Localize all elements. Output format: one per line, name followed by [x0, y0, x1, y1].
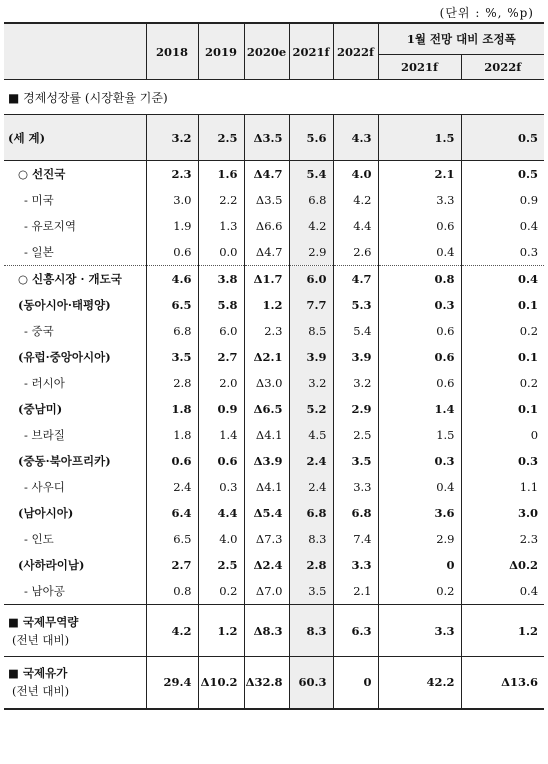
row-value: 7.4 — [333, 526, 378, 552]
header-year-2022: 2022f — [333, 23, 378, 80]
table-row — [4, 526, 544, 552]
row-value: 3.9 — [333, 344, 378, 370]
row-value: Δ1.7 — [244, 266, 289, 293]
trade-2018: 4.2 — [146, 605, 198, 657]
row-value: 7.7 — [289, 292, 333, 318]
row-value: 5.4 — [289, 161, 333, 188]
row-value: Δ3.0 — [244, 370, 289, 396]
row-value: 3.2 — [146, 115, 198, 161]
oil-2022: 0 — [333, 657, 378, 709]
row-value: 0.2 — [378, 578, 461, 605]
row-value: Δ4.7 — [244, 161, 289, 188]
row-value: 0.3 — [378, 448, 461, 474]
trade-rev-2021: 3.3 — [378, 605, 461, 657]
row-value: 0.3 — [461, 239, 544, 266]
row-value: 5.2 — [289, 396, 333, 422]
row-value: 6.8 — [333, 500, 378, 526]
row-value: 3.5 — [146, 344, 198, 370]
row-value: 2.7 — [198, 344, 244, 370]
row-value: 4.6 — [146, 266, 198, 293]
row-value: 2.3 — [461, 526, 544, 552]
row-value: 3.3 — [333, 552, 378, 578]
row-value: 0.6 — [378, 213, 461, 239]
row-value: 3.3 — [333, 474, 378, 500]
row-value: 1.2 — [244, 292, 289, 318]
table-row — [4, 115, 544, 161]
row-value: 0.1 — [461, 396, 544, 422]
oil-2021: 60.3 — [289, 657, 333, 709]
row-value: 0.4 — [461, 213, 544, 239]
row-value: 6.0 — [289, 266, 333, 293]
row-value: 0.9 — [461, 187, 544, 213]
row-label: - 미국 — [24, 193, 54, 207]
row-value: Δ3.5 — [244, 115, 289, 161]
oil-2018: 29.4 — [146, 657, 198, 709]
row-label: - 유로지역 — [24, 219, 76, 233]
oil-rev-2022: Δ13.6 — [461, 657, 544, 709]
trade-2019: 1.2 — [198, 605, 244, 657]
row-value: 3.0 — [461, 500, 544, 526]
table-row — [4, 474, 544, 500]
row-value: 0.8 — [146, 578, 198, 605]
row-value: 1.4 — [198, 422, 244, 448]
trade-rev-2022: 1.2 — [461, 605, 544, 657]
row-value: Δ2.4 — [244, 552, 289, 578]
row-value: Δ6.5 — [244, 396, 289, 422]
row-value: Δ0.2 — [461, 552, 544, 578]
row-value: Δ3.9 — [244, 448, 289, 474]
row-label: (유럽·중앙아시아) — [18, 350, 111, 364]
table-row — [4, 448, 544, 474]
row-value: 5.3 — [333, 292, 378, 318]
header-revision-2022: 2022f — [461, 55, 544, 80]
row-value: 8.3 — [289, 526, 333, 552]
row-value: 6.8 — [289, 500, 333, 526]
table-row — [4, 552, 544, 578]
header-revision-title: 1월 전망 대비 조정폭 — [378, 23, 544, 55]
trade-row — [4, 605, 544, 657]
row-value: 2.0 — [198, 370, 244, 396]
trade-sublabel: (전년 대비) — [12, 632, 70, 647]
oil-label: ■ 국제유가 — [8, 666, 68, 681]
row-value: 1.3 — [198, 213, 244, 239]
row-value: 4.4 — [198, 500, 244, 526]
row-value: 1.1 — [461, 474, 544, 500]
row-value: 3.8 — [198, 266, 244, 293]
row-label: - 사우디 — [24, 480, 65, 494]
row-value: 3.5 — [289, 578, 333, 605]
oil-2020: Δ32.8 — [244, 657, 289, 709]
row-value: 8.5 — [289, 318, 333, 344]
header-year-2020: 2020e — [244, 23, 289, 80]
row-value: Δ7.3 — [244, 526, 289, 552]
growth-rows — [4, 115, 544, 605]
row-value: 1.5 — [378, 115, 461, 161]
row-value: 0.2 — [461, 318, 544, 344]
oil-sublabel: (전년 대비) — [12, 684, 70, 699]
table-row — [4, 370, 544, 396]
row-value: 1.8 — [146, 422, 198, 448]
header-label-cell — [4, 23, 146, 80]
trade-2021: 8.3 — [289, 605, 333, 657]
header-year-2018: 2018 — [146, 23, 198, 80]
row-value: 5.8 — [198, 292, 244, 318]
row-value: 3.2 — [289, 370, 333, 396]
row-label: - 인도 — [24, 532, 54, 546]
row-value: 5.6 — [289, 115, 333, 161]
row-label: - 브라질 — [24, 428, 65, 442]
row-value: 0.1 — [461, 344, 544, 370]
row-value: 4.7 — [333, 266, 378, 293]
row-value: 2.4 — [289, 474, 333, 500]
row-value: 4.0 — [333, 161, 378, 188]
row-value: 2.9 — [333, 396, 378, 422]
row-value: 6.5 — [146, 292, 198, 318]
row-label: (동아시아·태평양) — [18, 298, 111, 312]
economic-outlook-table — [4, 22, 544, 710]
unit-note: (단위 : %, %p) — [439, 6, 534, 20]
row-value: 2.5 — [198, 115, 244, 161]
oil-rev-2021: 42.2 — [378, 657, 461, 709]
row-value: 4.0 — [198, 526, 244, 552]
table-row — [4, 266, 544, 293]
row-value: 2.6 — [333, 239, 378, 266]
row-value: 3.0 — [146, 187, 198, 213]
row-label: (사하라이남) — [18, 558, 85, 572]
row-label: - 남아공 — [24, 584, 65, 598]
row-value: 1.6 — [198, 161, 244, 188]
row-value: 4.5 — [289, 422, 333, 448]
row-value: 0.3 — [461, 448, 544, 474]
table-row — [4, 422, 544, 448]
row-value: 0 — [461, 422, 544, 448]
row-value: 3.2 — [333, 370, 378, 396]
row-value: 2.8 — [146, 370, 198, 396]
header-year-2019: 2019 — [198, 23, 244, 80]
row-value: 6.4 — [146, 500, 198, 526]
row-value: 4.2 — [333, 187, 378, 213]
row-value: Δ2.1 — [244, 344, 289, 370]
row-value: Δ3.5 — [244, 187, 289, 213]
row-value: 2.1 — [378, 161, 461, 188]
row-value: 4.2 — [289, 213, 333, 239]
row-value: 2.1 — [333, 578, 378, 605]
row-value: 0.1 — [461, 292, 544, 318]
row-label: ○ 신흥시장 · 개도국 — [4, 266, 146, 293]
row-label: (중동·북아프리카) — [18, 454, 111, 468]
row-value: 1.5 — [378, 422, 461, 448]
row-value: 0.3 — [198, 474, 244, 500]
table-row — [4, 239, 544, 266]
row-value: 4.3 — [333, 115, 378, 161]
row-value: 2.4 — [146, 474, 198, 500]
row-value: 0.6 — [378, 318, 461, 344]
row-value: 6.8 — [289, 187, 333, 213]
table-row — [4, 187, 544, 213]
row-value: 6.8 — [146, 318, 198, 344]
row-value: 0.3 — [378, 292, 461, 318]
trade-label: ■ 국제무역량 — [8, 614, 79, 629]
row-value: 4.4 — [333, 213, 378, 239]
row-value: 2.4 — [289, 448, 333, 474]
row-value: 0.0 — [198, 239, 244, 266]
section-title: ■ 경제성장률 (시장환율 기준) — [8, 90, 168, 105]
row-label: - 러시아 — [24, 376, 65, 390]
table-row — [4, 292, 544, 318]
row-value: 3.6 — [378, 500, 461, 526]
row-value: Δ7.0 — [244, 578, 289, 605]
row-value: Δ4.7 — [244, 239, 289, 266]
table-row — [4, 396, 544, 422]
row-value: 2.8 — [289, 552, 333, 578]
row-value: Δ4.1 — [244, 474, 289, 500]
row-value: 3.3 — [378, 187, 461, 213]
row-label: (남아시아) — [18, 506, 74, 520]
row-value: 0.6 — [146, 239, 198, 266]
row-value: 1.8 — [146, 396, 198, 422]
row-value: 0.6 — [198, 448, 244, 474]
row-value: 5.4 — [333, 318, 378, 344]
row-value: 0.5 — [461, 161, 544, 188]
row-value: 0.2 — [198, 578, 244, 605]
row-value: 3.9 — [289, 344, 333, 370]
table-row — [4, 161, 544, 188]
row-value: 0.8 — [378, 266, 461, 293]
row-value: 3.5 — [333, 448, 378, 474]
row-value: 2.7 — [146, 552, 198, 578]
row-value: 6.0 — [198, 318, 244, 344]
header-revision-2021: 2021f — [378, 55, 461, 80]
row-label: (중남미) — [18, 402, 63, 416]
table-row — [4, 318, 544, 344]
trade-2022: 6.3 — [333, 605, 378, 657]
row-value: 1.9 — [146, 213, 198, 239]
row-value: 0.4 — [461, 266, 544, 293]
row-value: 2.3 — [244, 318, 289, 344]
row-value: 2.3 — [146, 161, 198, 188]
table-row — [4, 344, 544, 370]
row-value: 2.9 — [289, 239, 333, 266]
header-year-2021: 2021f — [289, 23, 333, 80]
oil-2019: Δ10.2 — [198, 657, 244, 709]
oil-row — [4, 657, 544, 709]
row-value: 0.6 — [378, 344, 461, 370]
table-row — [4, 578, 544, 605]
trade-2020: Δ8.3 — [244, 605, 289, 657]
row-label: - 중국 — [24, 324, 54, 338]
row-label: - 일본 — [24, 245, 54, 259]
row-label: (세 계) — [4, 115, 146, 161]
row-value: 0.2 — [461, 370, 544, 396]
row-value: 0.6 — [378, 370, 461, 396]
row-value: 2.5 — [198, 552, 244, 578]
row-value: Δ4.1 — [244, 422, 289, 448]
row-value: 0.4 — [461, 578, 544, 605]
row-value: Δ6.6 — [244, 213, 289, 239]
row-value: 2.9 — [378, 526, 461, 552]
row-value: 2.5 — [333, 422, 378, 448]
row-value: 0.5 — [461, 115, 544, 161]
row-label: ○ 선진국 — [4, 161, 146, 188]
row-value: 2.2 — [198, 187, 244, 213]
row-value: 1.4 — [378, 396, 461, 422]
row-value: 0.9 — [198, 396, 244, 422]
row-value: 0 — [378, 552, 461, 578]
row-value: 0.4 — [378, 474, 461, 500]
table-row — [4, 500, 544, 526]
row-value: Δ5.4 — [244, 500, 289, 526]
row-value: 6.5 — [146, 526, 198, 552]
table-row — [4, 213, 544, 239]
row-value: 0.4 — [378, 239, 461, 266]
row-value: 0.6 — [146, 448, 198, 474]
